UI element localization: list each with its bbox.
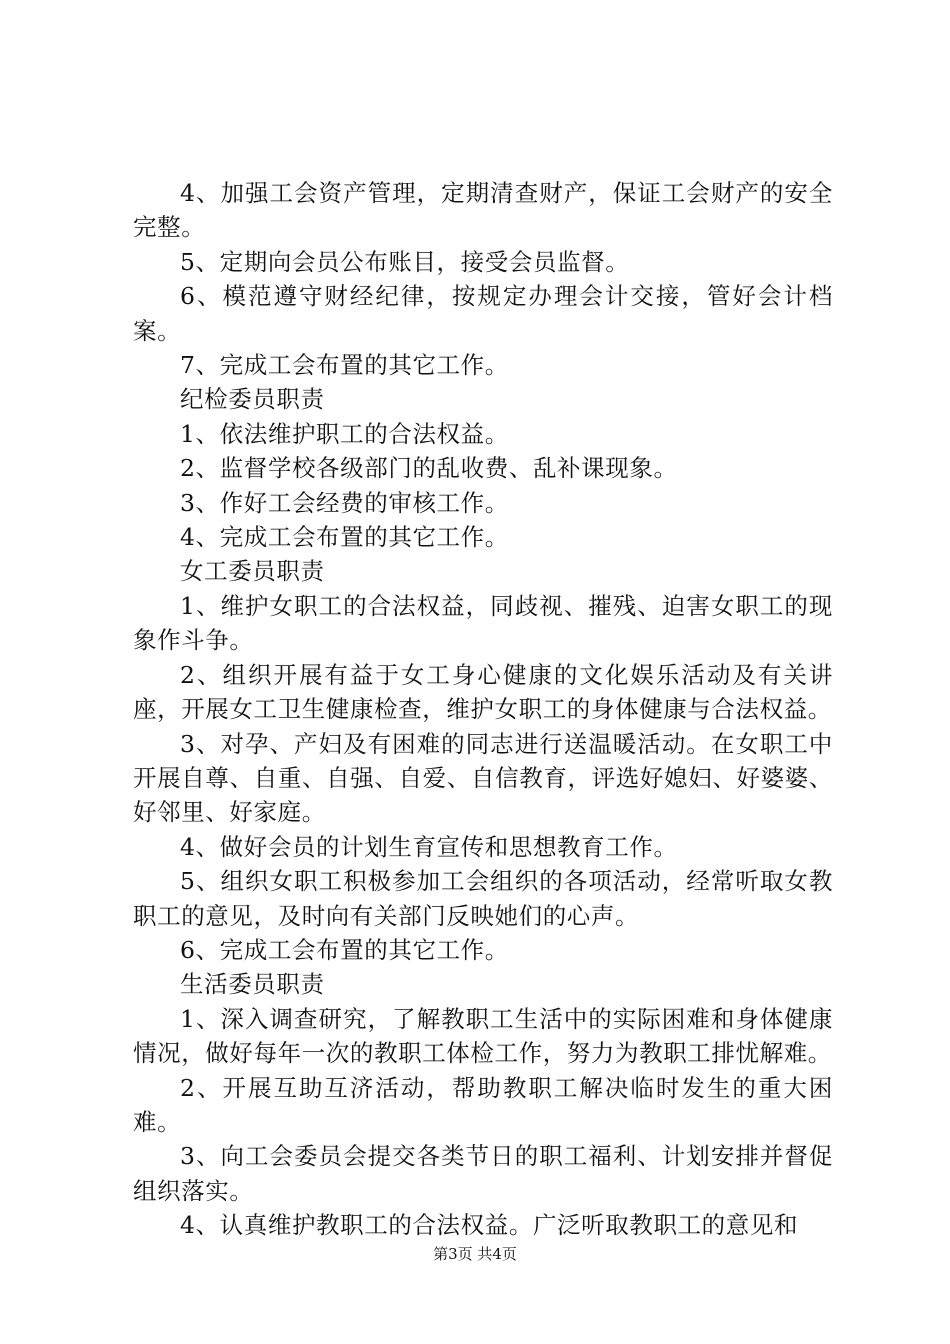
paragraph: 6、模范遵守财经纪律，按规定办理会计交接，管好会计档案。 (133, 282, 833, 345)
paragraph: 3、对孕、产妇及有困难的同志进行送温暖活动。在女职工中开展自尊、自重、自强、自爱、自信教育，评选好媳妇、好婆婆、好邻里、好家庭。 (133, 729, 833, 827)
paragraph: 5、组织女职工积极参加工会组织的各项活动，经常听取女教职工的意见，及时向有关部门反映她们的心声。 (133, 867, 833, 930)
paragraph: 1、维护女职工的合法权益，同歧视、摧残、迫害女职工的现象作斗争。 (133, 591, 833, 655)
paragraph: 4、加强工会资产管理，定期清查财产，保证工会财产的安全完整。 (133, 179, 833, 242)
paragraph: 3、作好工会经费的审核工作。 (180, 488, 509, 517)
document-body (133, 176, 833, 1243)
paragraph: 1、深入调查研究，了解教职工生活中的实际困难和身体健康情况，做好每年一次的教职工体检工作，努力为教职工排忧解难。 (133, 1004, 833, 1068)
paragraph: 3、向工会委员会提交各类节日的职工福利、计划安排并督促组织落实。 (133, 1142, 833, 1205)
paragraph: 1、依法维护职工的合法权益。 (180, 419, 509, 448)
paragraph: 4、完成工会布置的其它工作。 (180, 523, 509, 552)
page-footer: 第3页 共4页 (433, 1245, 517, 1263)
paragraph: 7、完成工会布置的其它工作。 (180, 351, 509, 380)
paragraph: 2、组织开展有益于女工身心健康的文化娱乐活动及有关讲座，开展女工卫生健康检查，维护女职工的身体健康与合法权益。 (133, 660, 833, 724)
section-heading: 生活委员职责 (180, 970, 325, 999)
paragraph: 4、认真维护教职工的合法权益。广泛听取教职工的意见和 (180, 1211, 799, 1240)
paragraph: 6、完成工会布置的其它工作。 (180, 935, 509, 964)
section-heading: 女工委员职责 (180, 557, 325, 586)
paragraph: 5、定期向会员公布账目，接受会员监督。 (180, 247, 630, 276)
paragraph: 2、开展互助互济活动，帮助教职工解决临时发生的重大困难。 (133, 1073, 833, 1136)
paragraph: 4、做好会员的计划生育宣传和思想教育工作。 (180, 832, 678, 861)
paragraph: 2、监督学校各级部门的乱收费、乱补课现象。 (180, 454, 678, 483)
section-heading: 纪检委员职责 (180, 385, 325, 414)
